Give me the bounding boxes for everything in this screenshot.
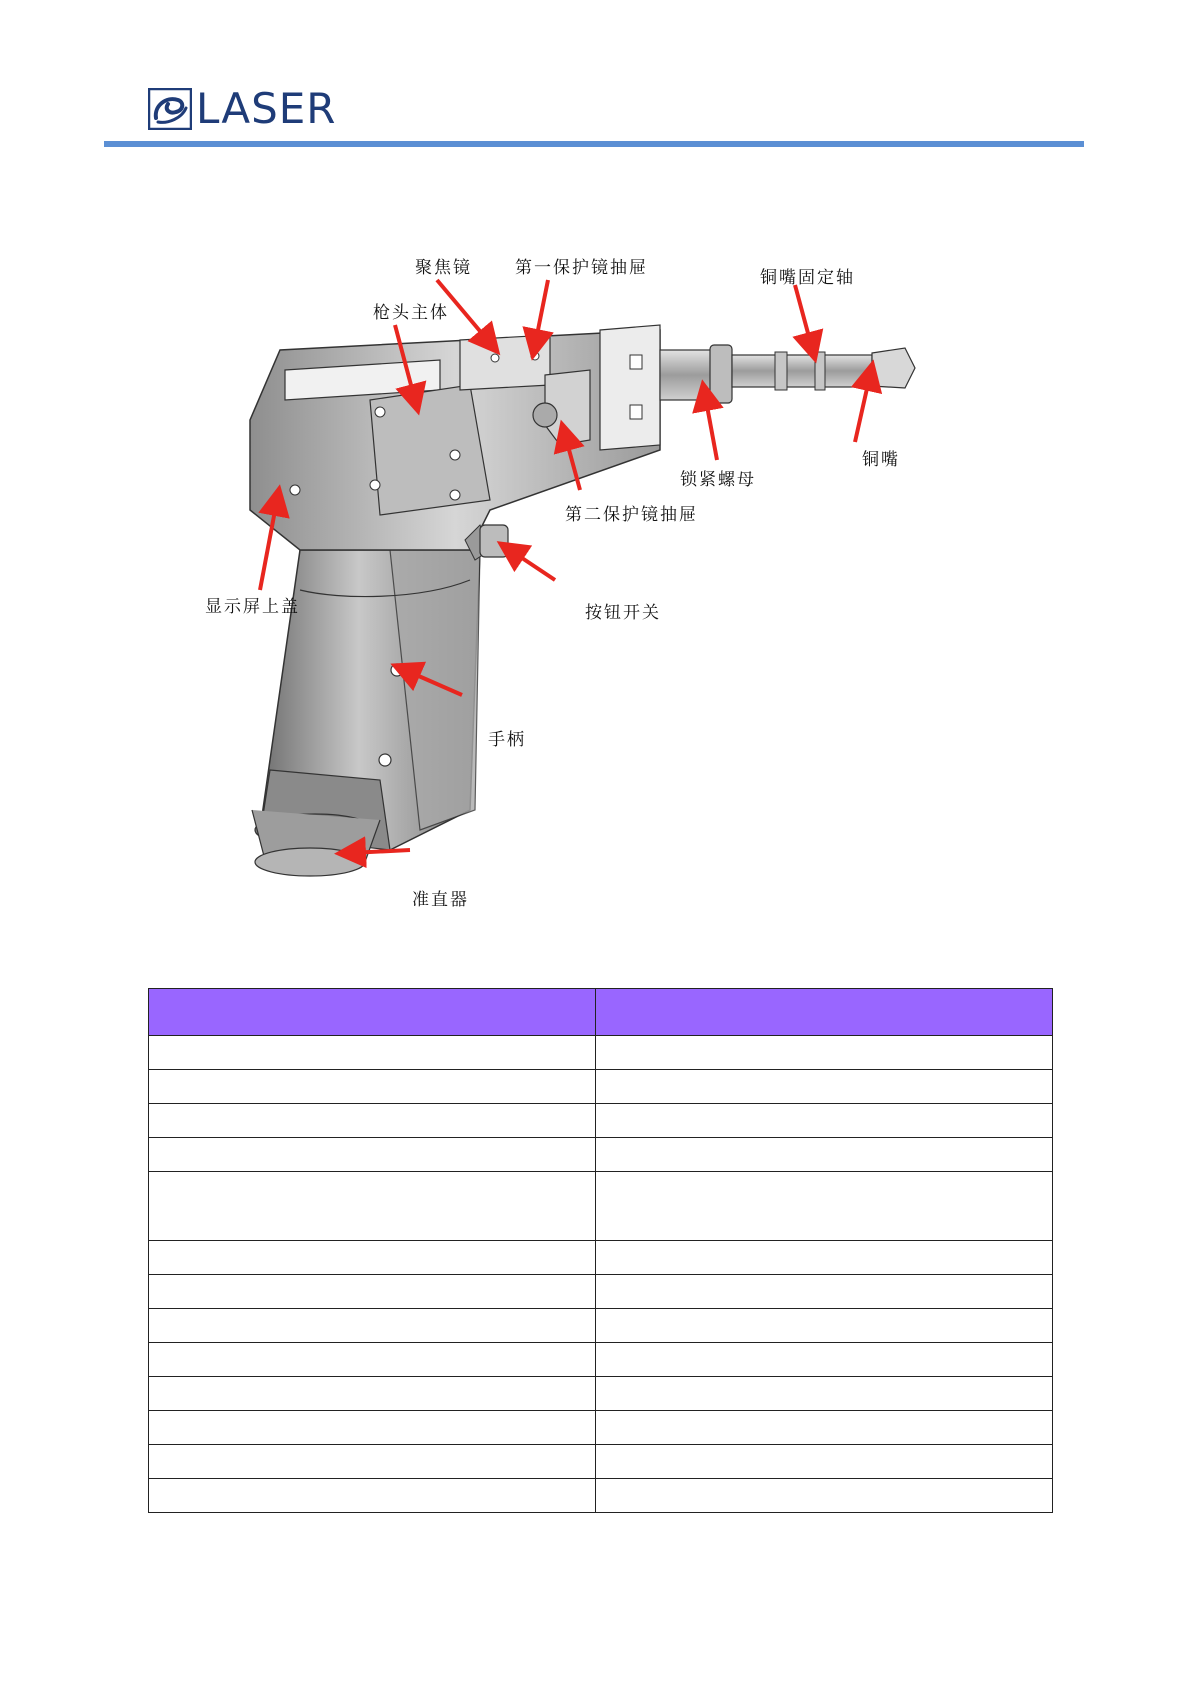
table-cell bbox=[149, 1479, 596, 1513]
table-cell bbox=[596, 1479, 1053, 1513]
table-row bbox=[149, 1377, 1053, 1411]
table-cell bbox=[596, 1377, 1053, 1411]
table-row bbox=[149, 1275, 1053, 1309]
table-cell bbox=[149, 1138, 596, 1172]
callout-nozzle-shaft: 铜嘴固定轴 bbox=[760, 268, 855, 288]
callout-handle: 手柄 bbox=[488, 730, 526, 750]
table-row bbox=[149, 1309, 1053, 1343]
table-cell bbox=[149, 1172, 596, 1241]
callout-collimator: 准直器 bbox=[412, 890, 469, 910]
table-row bbox=[149, 1138, 1053, 1172]
table-cell bbox=[149, 1104, 596, 1138]
spec-table bbox=[148, 988, 1053, 1513]
nozzle-assembly bbox=[660, 345, 915, 403]
table-cell bbox=[596, 1411, 1053, 1445]
callout-second-protect-drawer: 第二保护镜抽屉 bbox=[565, 505, 698, 525]
table-header-cell bbox=[596, 989, 1053, 1036]
table-cell bbox=[149, 1309, 596, 1343]
table-cell bbox=[149, 1070, 596, 1104]
table-cell bbox=[596, 1138, 1053, 1172]
button-switch-shape bbox=[480, 525, 508, 557]
table-cell bbox=[596, 1309, 1053, 1343]
table-cell bbox=[596, 1343, 1053, 1377]
table-cell bbox=[149, 1241, 596, 1275]
company-logo bbox=[148, 86, 338, 132]
table-cell bbox=[149, 1377, 596, 1411]
table-row bbox=[149, 1104, 1053, 1138]
table-cell bbox=[596, 1445, 1053, 1479]
table-cell bbox=[596, 1036, 1053, 1070]
logo-text: LASER bbox=[196, 84, 337, 133]
table-cell bbox=[596, 1172, 1053, 1241]
table-cell bbox=[149, 1343, 596, 1377]
table-row bbox=[149, 1036, 1053, 1070]
table-row bbox=[149, 1241, 1053, 1275]
callout-first-protect-drawer: 第一保护镜抽屉 bbox=[515, 258, 648, 278]
table-cell bbox=[596, 1275, 1053, 1309]
table-row bbox=[149, 1343, 1053, 1377]
table-cell bbox=[596, 1070, 1053, 1104]
table-row bbox=[149, 1411, 1053, 1445]
table-header-row bbox=[149, 989, 1053, 1036]
table-row bbox=[149, 1445, 1053, 1479]
laser-gun-diagram bbox=[190, 250, 1010, 920]
header-rule bbox=[104, 141, 1084, 147]
table-cell bbox=[596, 1104, 1053, 1138]
callout-focus-lens: 聚焦镜 bbox=[415, 258, 472, 278]
table-cell bbox=[149, 1275, 596, 1309]
laser-gun-drawing bbox=[190, 250, 1010, 920]
table-row bbox=[149, 1479, 1053, 1513]
callout-lock-nut: 锁紧螺母 bbox=[680, 470, 756, 490]
table-row bbox=[149, 1070, 1053, 1104]
table-cell bbox=[149, 1445, 596, 1479]
table-cell bbox=[149, 1411, 596, 1445]
table-cell bbox=[596, 1241, 1053, 1275]
callout-gun-body: 枪头主体 bbox=[373, 303, 449, 323]
swirl-logo-icon bbox=[148, 88, 192, 130]
callout-button-switch: 按钮开关 bbox=[585, 603, 661, 623]
table-cell bbox=[149, 1036, 596, 1070]
table-row bbox=[149, 1172, 1053, 1241]
callout-display-cover: 显示屏上盖 bbox=[205, 597, 300, 617]
callout-nozzle: 铜嘴 bbox=[862, 450, 900, 470]
table-header-cell bbox=[149, 989, 596, 1036]
